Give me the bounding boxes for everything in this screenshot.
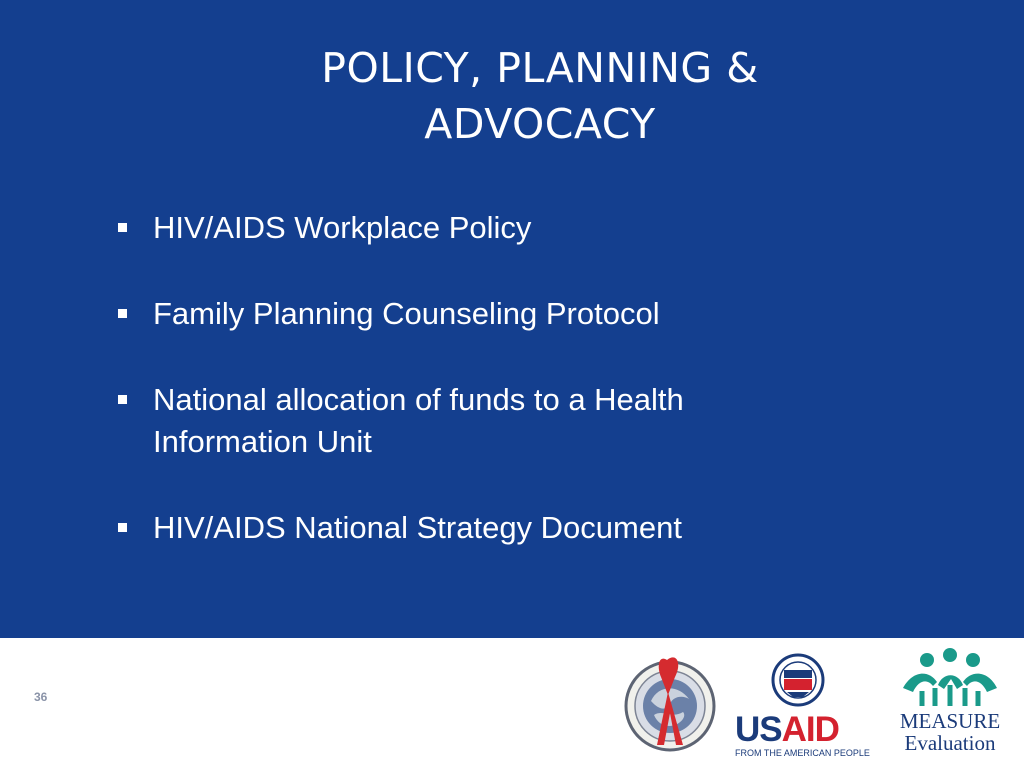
page-number: 36 xyxy=(34,690,48,704)
bullet-list xyxy=(115,207,835,593)
bullet-text: Family Planning Counseling Protocol xyxy=(153,296,660,331)
bullet-item xyxy=(115,379,835,463)
usaid-tagline: FROM THE AMERICAN PEOPLE xyxy=(735,748,870,758)
bullet-text: HIV/AIDS Workplace Policy xyxy=(153,210,532,245)
bullet-item xyxy=(115,293,835,335)
square-bullet-icon xyxy=(118,523,127,532)
bullet-text: HIV/AIDS National Strategy Document xyxy=(153,510,682,545)
usaid-wordmark xyxy=(735,712,839,748)
title-line-1: POLICY, PLANNING & xyxy=(321,44,759,92)
square-bullet-icon xyxy=(118,395,127,404)
measure-evaluation-logo xyxy=(885,648,1015,760)
bullet-text: National allocation of funds to a Health Information Unit xyxy=(153,382,684,459)
title-line-2: ADVOCACY xyxy=(424,100,656,148)
square-bullet-icon xyxy=(118,309,127,318)
footer-logos xyxy=(620,648,1015,760)
slide-title xyxy=(250,40,830,152)
usaid-aid-text: AID xyxy=(781,710,839,749)
square-bullet-icon xyxy=(118,223,127,232)
usaid-seal-icon xyxy=(730,652,865,708)
bullet-item xyxy=(115,507,835,549)
pepfar-seal-icon xyxy=(623,650,717,756)
measure-people-icon xyxy=(885,648,1015,710)
bullet-item xyxy=(115,207,835,249)
usaid-logo xyxy=(730,652,870,758)
measure-subtitle: Evaluation xyxy=(904,731,996,755)
usaid-us-text: US xyxy=(735,710,782,749)
measure-name: MEASURE xyxy=(899,709,1001,733)
